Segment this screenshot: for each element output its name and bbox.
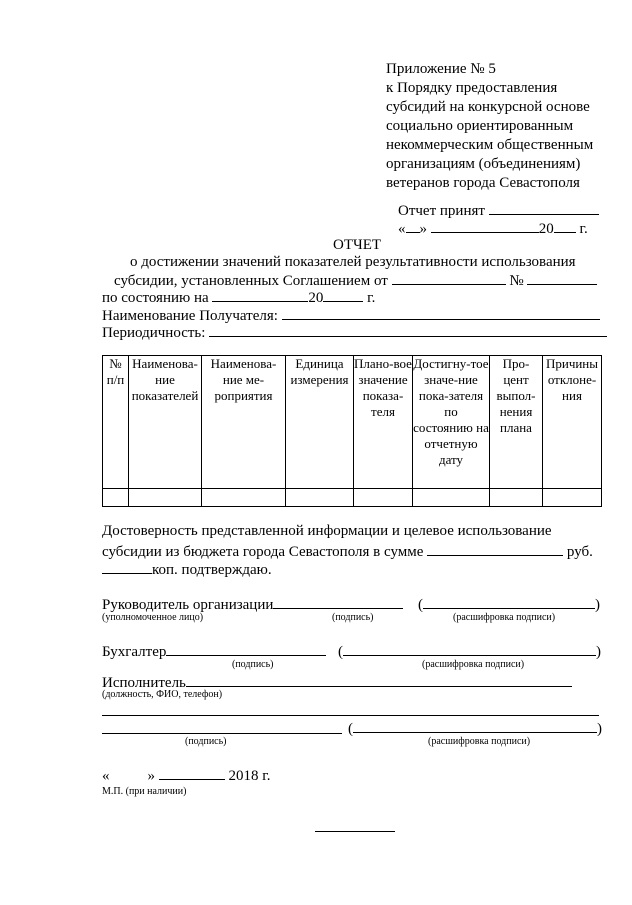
periodicity-label: Периодичность: xyxy=(102,325,206,341)
sum-field[interactable] xyxy=(427,541,563,556)
recipient-field[interactable] xyxy=(282,305,600,320)
as-of-year-prefix: 20 xyxy=(308,290,324,306)
table-cell[interactable] xyxy=(490,489,543,507)
executor-decode-field[interactable] xyxy=(353,718,597,733)
agreement-number-field[interactable] xyxy=(527,270,597,285)
head-sub-decode: (расшифровка подписи) xyxy=(453,612,556,623)
as-of-label: по состоянию на xyxy=(102,290,209,306)
executor-signature-field[interactable] xyxy=(102,733,342,734)
col-unit: Единица измерения xyxy=(286,356,354,489)
appendix-block xyxy=(386,60,593,193)
accountant-label: Бухгалтер xyxy=(102,644,167,660)
sign-date xyxy=(102,765,270,786)
stamp-label: М.П. (при наличии) xyxy=(102,786,187,797)
year-suffix: г. xyxy=(579,221,588,237)
paren-open: ( xyxy=(348,721,353,737)
appendix-line: к Порядку предоставления xyxy=(386,80,558,96)
table-row xyxy=(103,489,602,507)
accepted-date xyxy=(398,218,588,239)
quote-open: « xyxy=(102,768,110,784)
appendix-line: Приложение № 5 xyxy=(386,61,496,77)
footer-divider xyxy=(315,831,395,832)
quote-open: « xyxy=(398,221,406,237)
appendix-line: субсидий на конкурсной основе xyxy=(386,99,590,115)
table-cell[interactable] xyxy=(286,489,354,507)
col-achieved: Достигну-тое значе-ние пока-зателя по состоянию на отчетную дату xyxy=(413,356,490,489)
appendix-line: ветеранов города Севастополя xyxy=(386,175,580,191)
table-cell[interactable] xyxy=(413,489,490,507)
table-cell[interactable] xyxy=(103,489,129,507)
accountant-sub-sign: (подпись) xyxy=(232,659,274,670)
as-of-year-suffix: г. xyxy=(367,290,376,306)
executor-sub-sign: (подпись) xyxy=(185,736,227,747)
accountant-signature-field[interactable] xyxy=(166,641,326,656)
paren-open: ( xyxy=(418,597,423,613)
subtitle-line-1: о достижении значений показателей результативности использования xyxy=(130,254,576,270)
executor-label: Исполнитель xyxy=(102,675,186,691)
head-decode-field[interactable] xyxy=(423,594,595,609)
executor-sub-decode: (расшифровка подписи) xyxy=(428,736,531,747)
table-cell[interactable] xyxy=(543,489,602,507)
as-of-year-field[interactable] xyxy=(323,287,363,302)
accountant-decode-field[interactable] xyxy=(343,641,596,656)
paren-close: ) xyxy=(596,644,601,660)
appendix-line: социально ориентированным xyxy=(386,118,574,134)
paren-close: ) xyxy=(597,721,602,737)
day-field[interactable] xyxy=(406,218,420,233)
executor-field[interactable] xyxy=(186,672,572,687)
head-sub-left: (уполномоченное лицо) xyxy=(102,612,204,623)
head-label: Руководитель организации xyxy=(102,597,274,613)
periodicity-field[interactable] xyxy=(209,322,607,337)
col-number: № п/п xyxy=(103,356,129,489)
appendix-line: некоммерческим общественным xyxy=(386,137,594,153)
number-sign: № xyxy=(509,273,524,289)
accepted-field[interactable] xyxy=(489,200,599,215)
periodicity-line xyxy=(102,322,607,343)
quote-close: » xyxy=(419,221,427,237)
paren-open: ( xyxy=(338,644,343,660)
col-indicator-name: Наименова-ние показателей xyxy=(129,356,202,489)
executor-sub: (должность, ФИО, телефон) xyxy=(102,689,223,700)
table-cell[interactable] xyxy=(129,489,202,507)
quote-close: » xyxy=(147,768,155,784)
head-signature-field[interactable] xyxy=(273,594,403,609)
table-cell[interactable] xyxy=(354,489,413,507)
table-cell[interactable] xyxy=(202,489,286,507)
confirm-line-1: Достоверность представленной информации и целевое использование xyxy=(102,523,552,539)
accountant-line xyxy=(102,641,326,662)
table-header-row xyxy=(103,356,602,489)
executor-extra-line[interactable] xyxy=(102,715,599,716)
indicators-table xyxy=(102,355,602,507)
agreement-date-field[interactable] xyxy=(392,270,506,285)
month-field[interactable] xyxy=(159,765,225,780)
page-title: ОТЧЕТ xyxy=(333,237,382,253)
col-event-name: Наименова-ние ме-роприятия xyxy=(202,356,286,489)
head-sub-sign: (подпись) xyxy=(332,612,374,623)
as-of-date-field[interactable] xyxy=(212,287,308,302)
paren-close: ) xyxy=(595,597,600,613)
year-prefix: 20 xyxy=(538,221,554,237)
confirm-line-3 xyxy=(102,559,272,580)
col-reasons: Причины отклоне-ния xyxy=(543,356,602,489)
confirm-sum-label: субсидии из бюджета города Севастополя в сумме xyxy=(102,544,424,560)
col-planned: Плано-вое значение показа-теля xyxy=(354,356,413,489)
accountant-sub-decode: (расшифровка подписи) xyxy=(422,659,525,670)
appendix-line: организациям (объединениям) xyxy=(386,156,581,172)
recipient-label: Наименование Получателя: xyxy=(102,308,278,324)
year-field[interactable] xyxy=(554,218,576,233)
accepted-label: Отчет принят xyxy=(398,203,485,219)
confirm-kop-label: коп. подтверждаю. xyxy=(152,562,272,578)
month-field[interactable] xyxy=(431,218,539,233)
kop-field[interactable] xyxy=(102,559,152,574)
col-percent: Про-цент выпол-нения плана xyxy=(490,356,543,489)
year-label: 2018 г. xyxy=(228,768,271,784)
rub-label: руб. xyxy=(566,544,593,560)
agreement-label: субсидии, установленных Соглашением от xyxy=(114,273,388,289)
